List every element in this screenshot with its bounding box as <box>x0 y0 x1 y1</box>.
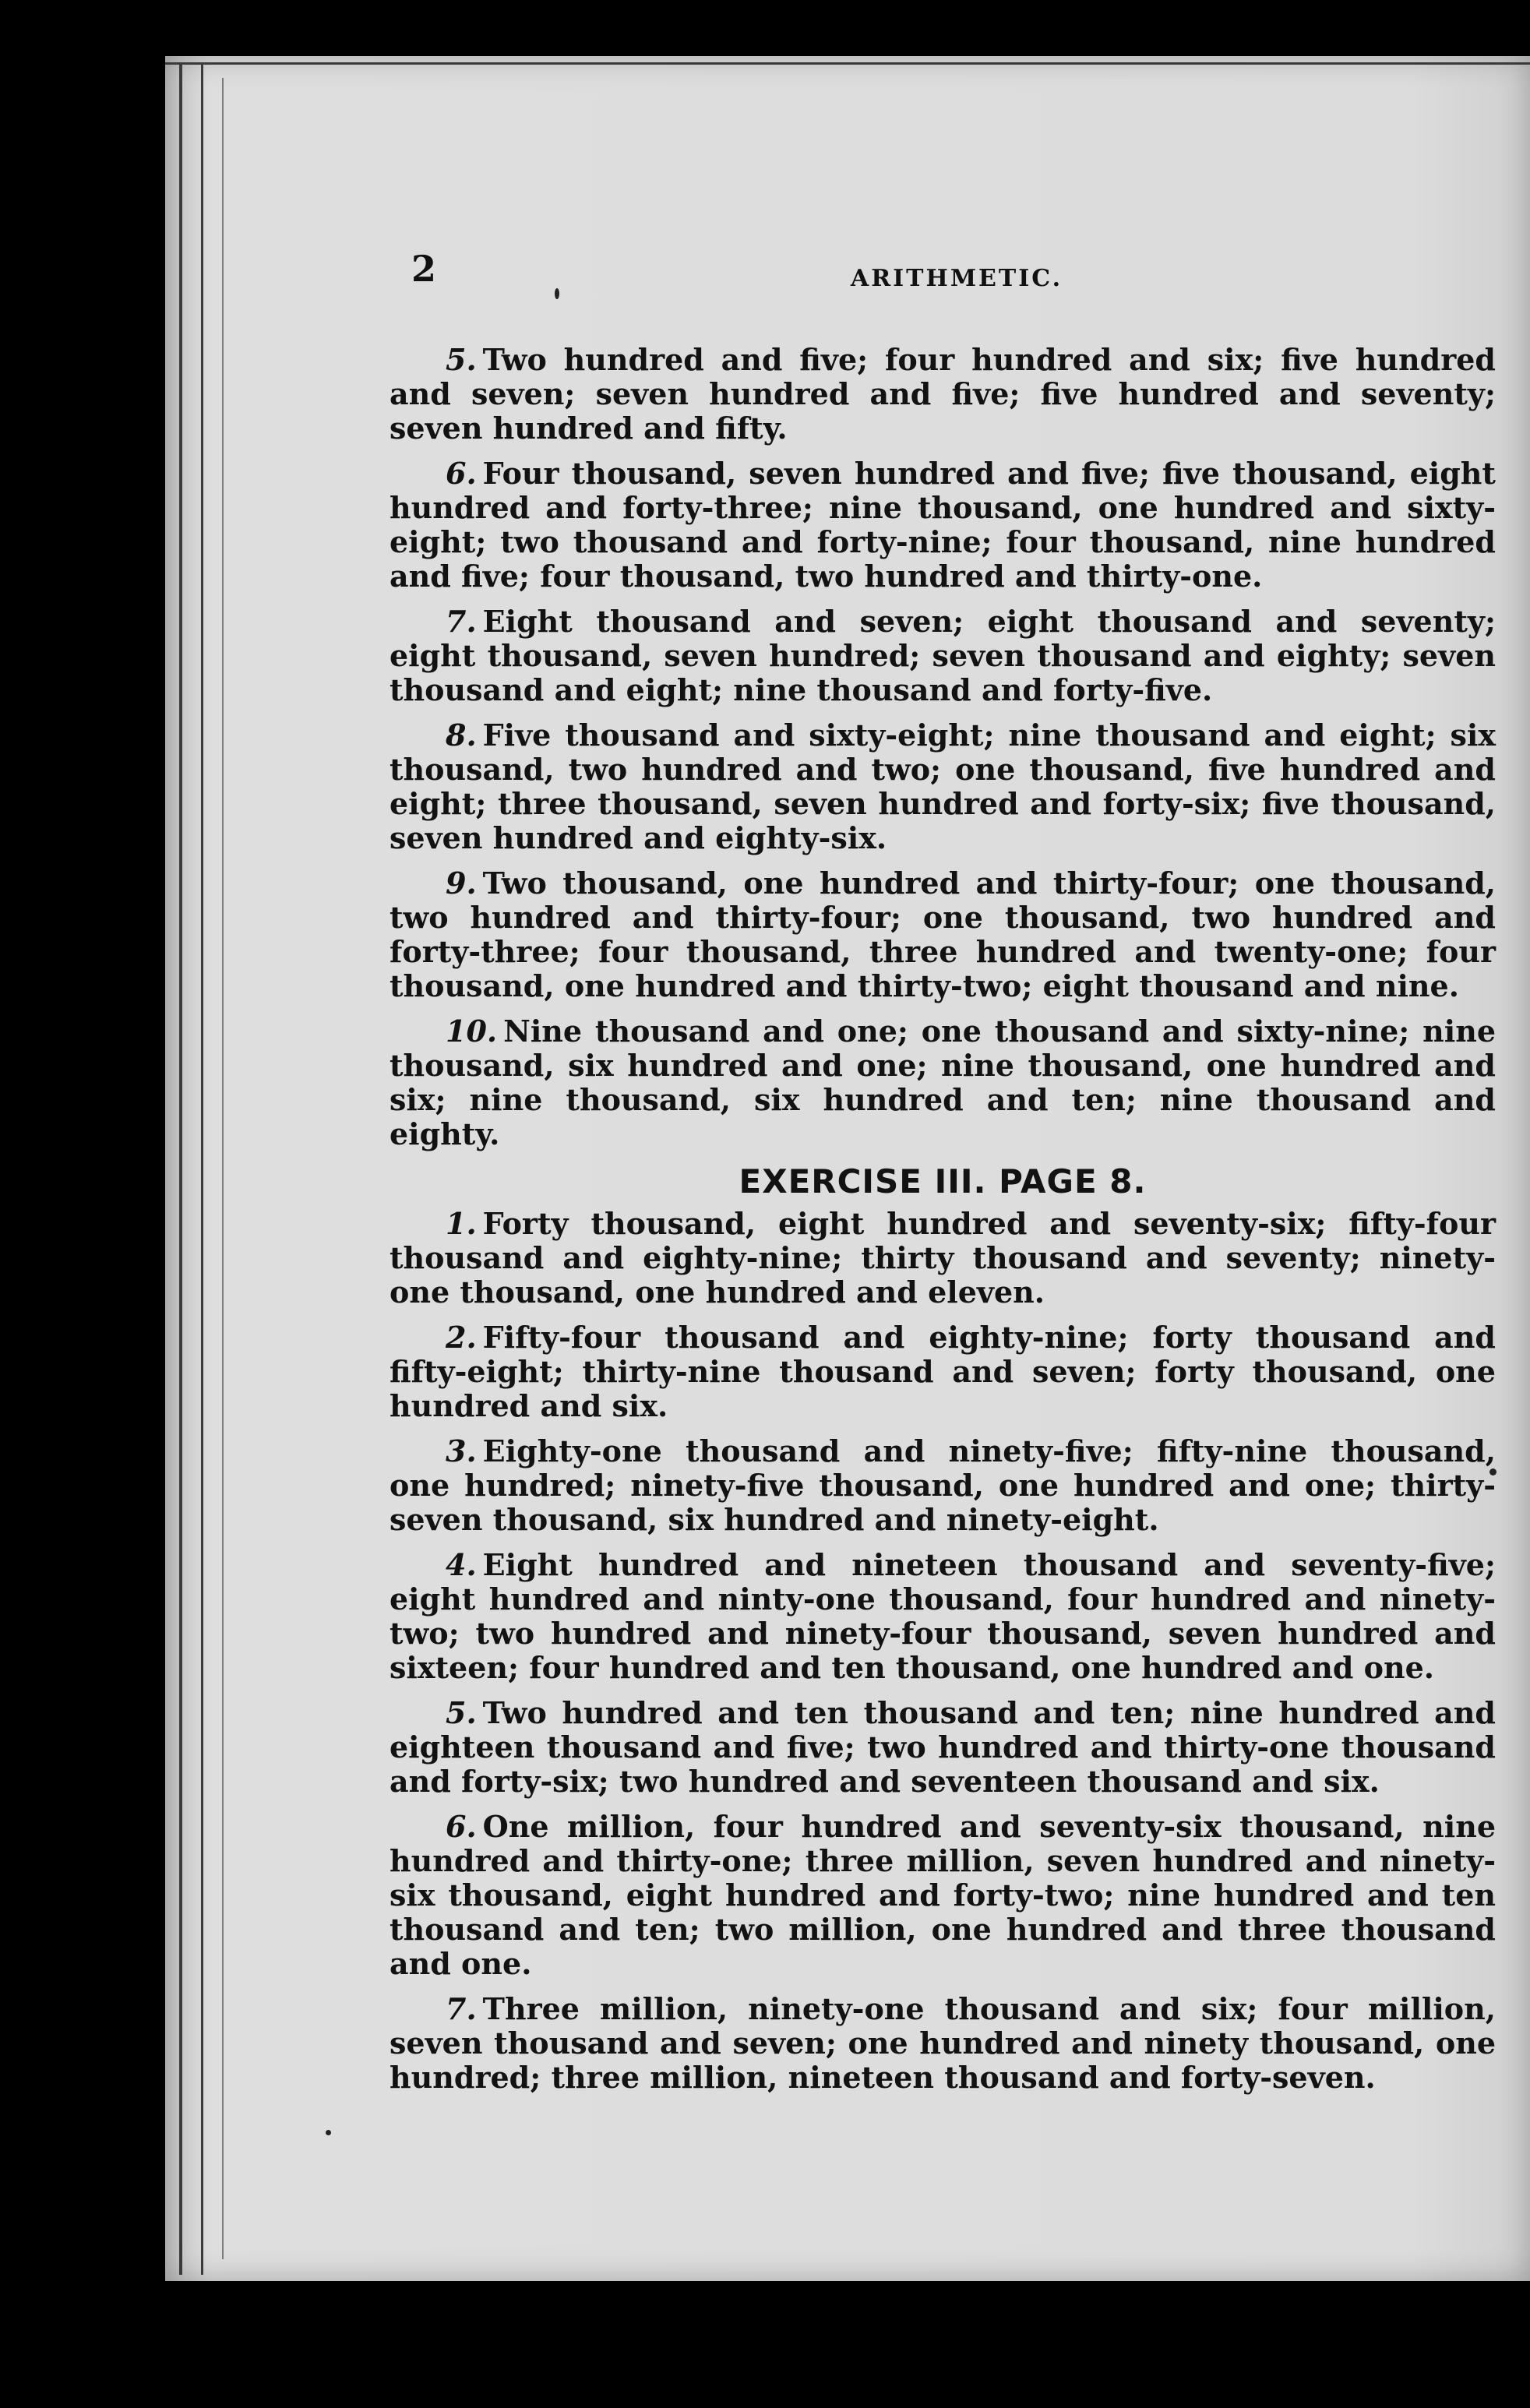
paragraph-number: 5. <box>446 1695 477 1730</box>
answer-paragraph <box>390 866 1496 1003</box>
paragraph-text: Four thousand, seven hundred and five; five thousand, eight hundred and forty-three; nine thousand, one hundred and sixty-eight; two thousand and forty-nine; four thousand, nine hundred and five; four thousand, two hundred and thirty-one. <box>390 456 1496 594</box>
answer-paragraph <box>390 1434 1496 1537</box>
paragraph-text: Five thousand and sixty-eight; nine thousand and eight; six thousand, two hundred and two; one thousand, five hundred and eight; three thousand, seven hundred and forty-six; five thousand, seven hundred and eighty-six. <box>390 717 1496 855</box>
paragraph-text: Eighty-one thousand and ninety-five; fifty-nine thousand, one hundred; ninety-five thousand, one hundred and one; thirty-seven thousand, six hundred and ninety-eight. <box>390 1433 1496 1537</box>
paragraph-text: Fifty-four thousand and eighty-nine; forty thousand and fifty-eight; thirty-nine thousand and seven; forty thousand, one hundred and six. <box>390 1320 1496 1423</box>
paragraph-text: Eight thousand and seven; eight thousand and seventy; eight thousand, seven hundred; seven thousand and eighty; seven thousand and eight; nine thousand and forty-five. <box>390 604 1496 707</box>
answer-paragraph <box>390 343 1496 446</box>
paragraph-number: 3. <box>446 1433 477 1468</box>
answer-paragraph <box>390 1014 1496 1151</box>
answer-paragraph <box>390 718 1496 855</box>
paragraph-text: Eight hundred and nineteen thousand and seventy-five; eight hundred and ninty-one thousand, four hundred and ninety-two; two hundred and ninety-four thousand, seven hundred and sixteen; four hundred and ten thousand, one hundred and one. <box>390 1547 1496 1685</box>
page-number: 2 <box>411 248 437 290</box>
paragraph-text: Two hundred and ten thousand and ten; nine hundred and eighteen thousand and five; two hundred and thirty-one thousand and forty-six; two hundred and seventeen thousand and six. <box>390 1695 1496 1799</box>
answer-paragraph <box>390 1810 1496 1981</box>
paragraph-number: 10. <box>446 1014 498 1049</box>
page-edge-line <box>201 62 203 2275</box>
paragraph-number: 8. <box>446 717 477 753</box>
paragraph-number: 1. <box>446 1206 477 1241</box>
paragraph-number: 6. <box>446 1809 477 1844</box>
paragraph-number: 9. <box>446 866 477 901</box>
paragraph-number: 7. <box>446 604 477 639</box>
running-head: ARITHMETIC. <box>850 265 1063 292</box>
paragraph-number: 6. <box>446 456 477 491</box>
paragraph-text: Two thousand, one hundred and thirty-four; one thousand, two hundred and thirty-four; one thousand, two hundred and forty-three; four thousand, three hundred and twenty-one; four thousand, one hundred and thirty-two; eight thousand and nine. <box>390 866 1496 1003</box>
answer-paragraph <box>390 1548 1496 1685</box>
exercise-answers-continued <box>390 343 1496 1151</box>
exercise-heading: EXERCISE III. PAGE 8. <box>739 1162 1147 1200</box>
paragraph-text: Nine thousand and one; one thousand and sixty-nine; nine thousand, six hundred and one; nine thousand, one hundred and six; nine thousand, six hundred and ten; nine thousand and eighty. <box>390 1014 1496 1151</box>
page-header <box>411 248 1502 294</box>
ink-speck <box>326 2130 331 2135</box>
answer-paragraph <box>390 457 1496 594</box>
answer-paragraph <box>390 1696 1496 1799</box>
page-edge-line <box>222 78 224 2259</box>
exercise-iii-answers <box>390 1207 1496 2095</box>
page-edge-line <box>179 62 182 2275</box>
paragraph-text: One million, four hundred and seventy-six thousand, nine hundred and thirty-one; three million, seven hundred and ninety-six thousand, eight hundred and forty-two; nine hundred and ten thousand and ten; two million, one hundred and three thousand and one. <box>390 1809 1496 1981</box>
page-top-edge <box>165 62 1530 65</box>
paragraph-text: Three million, ninety-one thousand and six; four million, seven thousand and seven; one hundred and ninety thousand, one hundred; three million, nineteen thousand and forty-seven. <box>390 1991 1496 2095</box>
answer-paragraph <box>390 1992 1496 2095</box>
paragraph-text: Forty thousand, eight hundred and seventy-six; fifty-four thousand and eighty-nine; thirty thousand and seventy; ninety-one thousand, one hundred and eleven. <box>390 1206 1496 1310</box>
answer-paragraph <box>390 1320 1496 1423</box>
paragraph-number: 2. <box>446 1320 477 1355</box>
answer-paragraph <box>390 605 1496 707</box>
paragraph-number: 5. <box>446 342 477 377</box>
paragraph-text: Two hundred and five; four hundred and six; five hundred and seven; seven hundred and five; five hundred and seventy; seven hundred and fifty. <box>390 342 1496 446</box>
paragraph-number: 7. <box>446 1991 477 2026</box>
answer-paragraph <box>390 1207 1496 1310</box>
page-body <box>390 343 1496 2106</box>
paragraph-number: 4. <box>446 1547 477 1582</box>
